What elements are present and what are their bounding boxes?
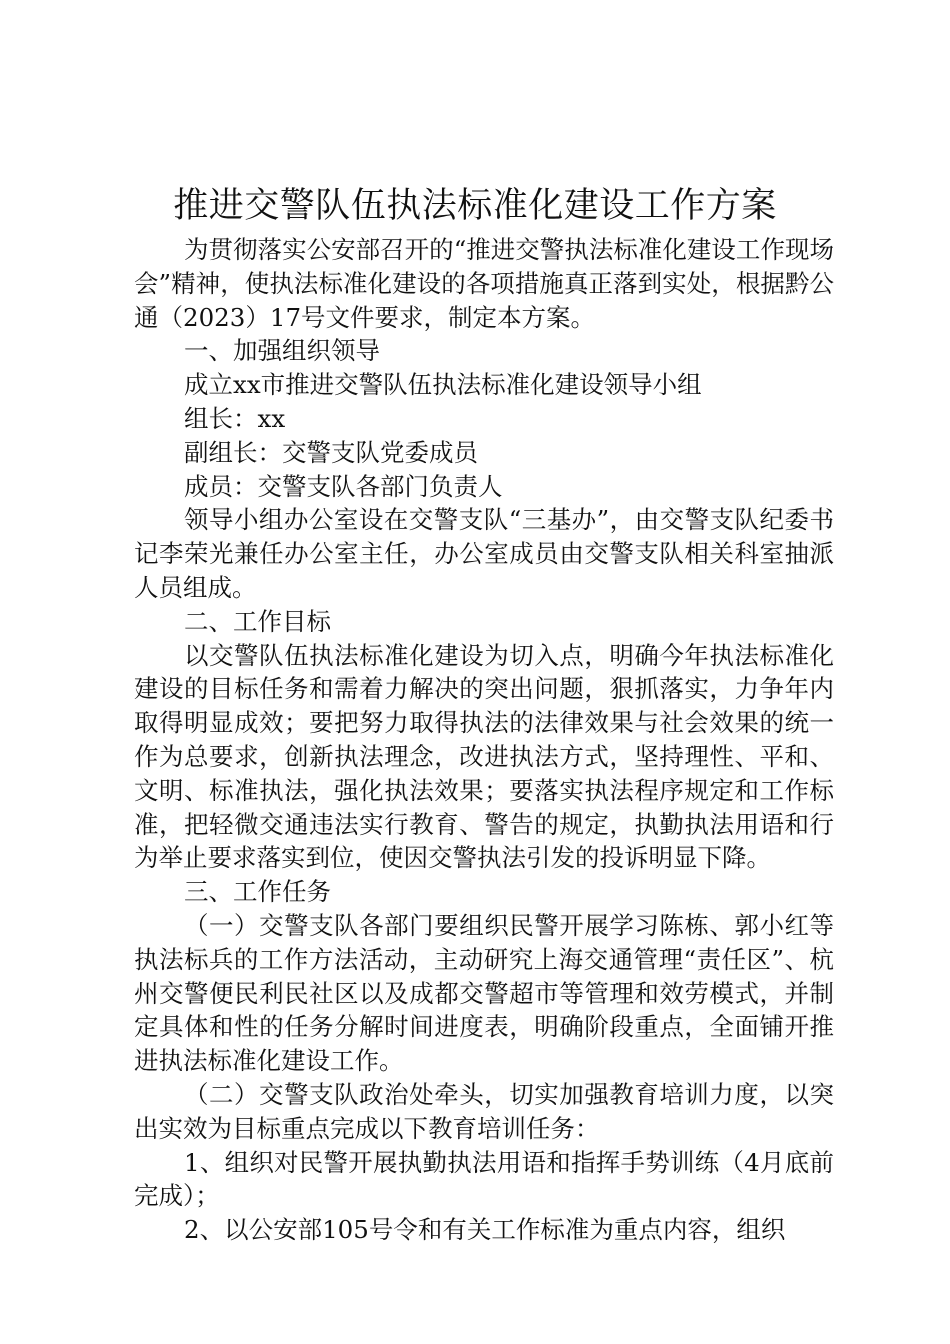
document-title: 推进交警队伍执法标准化建设工作方案 xyxy=(173,186,777,226)
members-line: 成员：交警支队各部门负责人 xyxy=(184,471,503,501)
group-leader-line: 组长：xx xyxy=(184,403,286,433)
document-body xyxy=(134,233,834,1247)
training-item-2: 2、以公安部105号令和有关工作标准为重点内容，组织 xyxy=(184,1215,786,1245)
section-heading-goals: 二、工作目标 xyxy=(184,606,331,636)
intro-paragraph: 为贯彻落实公安部召开的“推进交警执法标准化建设工作现场会”精神，使执法标准化建设的各项措施真正落到实处，根据黔公通（2023）17号文件要求，制定本方案。 xyxy=(134,235,834,332)
training-item-1: 1、组织对民警开展执勤执法用语和指挥手势训练（4月底前完成）； xyxy=(134,1147,834,1211)
task-one-paragraph: （一）交警支队各部门要组织民警开展学习陈栋、郭小红等执法标兵的工作方法活动，主动研究上海交通管理“责任区”、杭州交警便民利民社区以及成都交警超市等管理和效劳模式，并制定具体和性的任务分解时间进度表，明确阶段重点，全面铺开推进执法标准化建设工作。 xyxy=(134,910,834,1076)
goals-paragraph: 以交警队伍执法标准化建设为切入点，明确今年执法标准化建设的目标任务和需着力解决的突出问题，狠抓落实，力争年内取得明显成效；要把努力取得执法的法律效果与社会效果的统一作为总要求，创新执法理念，改进执法方式，坚持理性、平和、文明、标准执法，强化执法效果；要落实执法程序规定和工作标准，把轻微交通违法实行教育、警告的规定，执勤执法用语和行为举止要求落实到位，使因交警执法引发的投诉明显下降。 xyxy=(134,640,834,873)
section-heading-tasks: 三、工作任务 xyxy=(184,877,331,907)
deputy-leader-line: 副组长：交警支队党委成员 xyxy=(184,437,478,467)
task-two-paragraph: （二）交警支队政治处牵头，切实加强教育培训力度，以突出实效为目标重点完成以下教育培训任务： xyxy=(134,1079,834,1143)
section-heading-organization: 一、加强组织领导 xyxy=(184,336,380,366)
leading-group-line: 成立xx市推进交警队伍执法标准化建设领导小组 xyxy=(184,370,702,400)
office-paragraph: 领导小组办公室设在交警支队“三基办”，由交警支队纪委书记李荣光兼任办公室主任，办公室成员由交警支队相关科室抽派人员组成。 xyxy=(134,505,834,602)
